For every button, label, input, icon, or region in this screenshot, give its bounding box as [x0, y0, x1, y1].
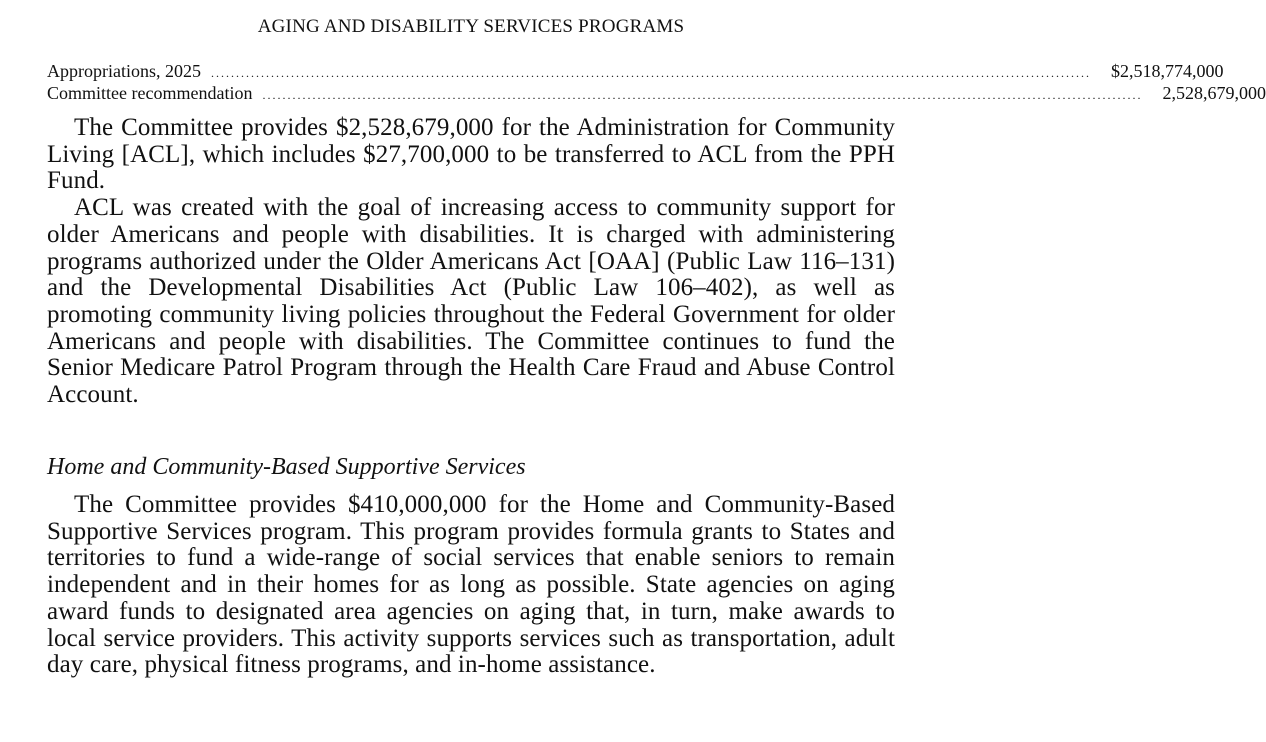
appropriations-row-2025 [47, 60, 1224, 82]
acl-description [47, 115, 895, 409]
paragraph-hcbs: The Committee provides $410,000,000 for the Home and Community-Based Supportive Services program. This program provides formula grants to States and territories to fund a wide-range of social services that enable seniors to remain independent and in their homes for as long as possible. State agencies on aging award funds to designated area agencies on aging that, in turn, make awards to local service providers. This activity supports services such as transportation, adult day care, physical fitness programs, and in-home assistance. [47, 491, 895, 679]
subsection-title: Home and Community-Based Supportive Services [47, 454, 526, 480]
leader-dots: ................................................................................................................................................................................ [262, 88, 1143, 102]
committee-recommendation-row [47, 82, 1266, 104]
section-title: AGING AND DISABILITY SERVICES PROGRAMS [257, 16, 685, 37]
leader-dots: ................................................................................................................................................................................ [210, 66, 1091, 80]
row-label: Committee recommendation [47, 83, 253, 103]
paragraph-funding: The Committee provides $2,528,679,000 for the Administration for Community Living [ACL], which includes $27,700,000 to be transferred to ACL from the PPH Fund. [47, 114, 895, 195]
paragraph-acl-mission: ACL was created with the goal of increasing access to community support for older Americans and people with disabilities. It is charged with administering programs authorized under the Older Americans Act [OAA] (Public Law 116–131) and the Developmental Disabilities Act (Public Law 106–402), as well as promoting community living policies throughout the Federal Government for older Americans and people with disabilities. The Committee continues to fund the Senior Medicare Patrol Program through the Health Care Fraud and Abuse Control Account. [47, 194, 895, 409]
row-label: Appropriations, 2025 [47, 61, 201, 81]
subsection-body [47, 492, 895, 679]
row-value: 2,528,679,000 [1162, 83, 1266, 103]
row-value: $2,518,774,000 [1110, 61, 1224, 81]
